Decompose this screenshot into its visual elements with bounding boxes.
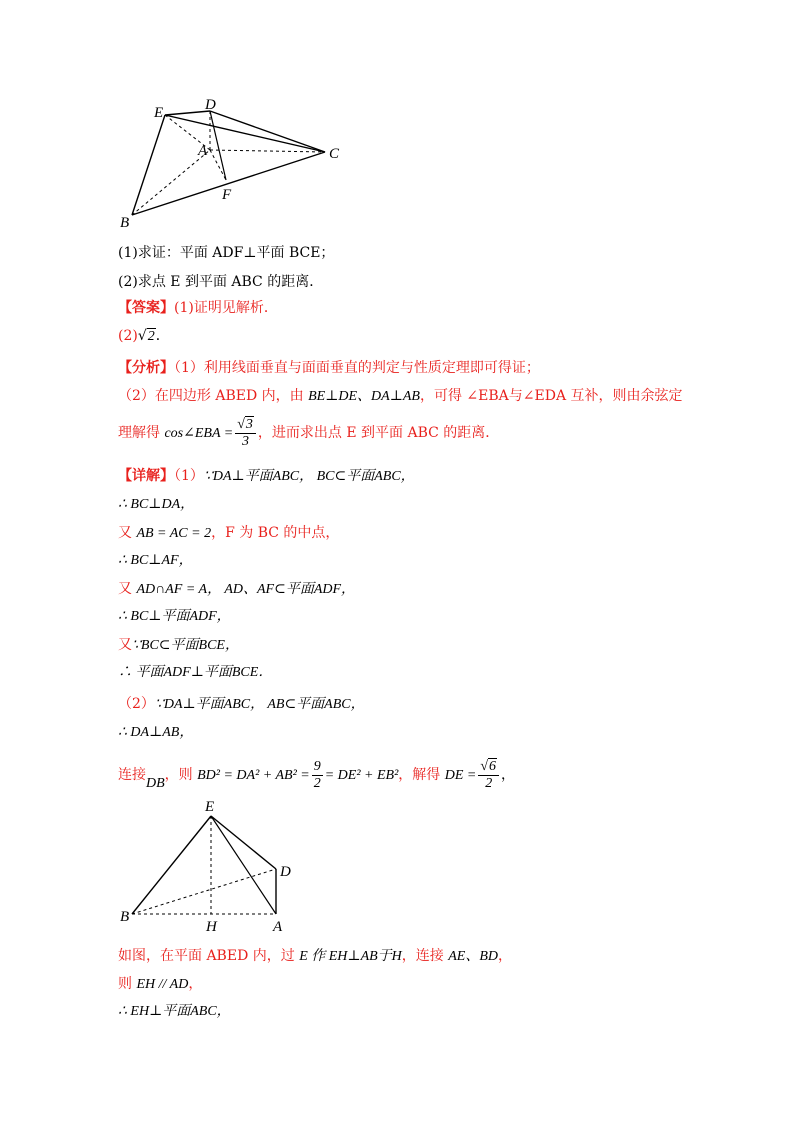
- answer-line-2: (2)√2．: [118, 326, 170, 347]
- analysis-line-3: [118, 410, 499, 457]
- analysis-3b: ，进而求出点 E 到平面 ABC 的距离．: [257, 425, 500, 441]
- detail-line-1: 【详解】（1）∵DA⊥平面ABC， BC⊂平面ABC，: [118, 468, 415, 484]
- detail-tag: 【详解】: [118, 468, 174, 484]
- answer-tag: 【答案】: [118, 300, 174, 316]
- fraction-sqrt3-over-3: $\frac{√3}{3}$: [235, 417, 256, 450]
- analysis-line-1: [118, 358, 540, 378]
- label-a: A: [198, 143, 208, 159]
- fraction-sqrt6-over-2: $\frac{√6}{2}$: [478, 759, 499, 792]
- label-e: E: [154, 105, 164, 121]
- answer-2-prefix: (2): [118, 328, 138, 344]
- detail-13-math: EH // AD: [136, 977, 189, 992]
- detail-line-11: 连接DB，则 BD² = DA² + AB² = $\frac{9}{2}$ = DE² + EB²，解得 DE = $\frac{√6}{2}$ ，: [118, 758, 516, 791]
- answer-line-1: [118, 298, 278, 318]
- detail-line-2: ∴ BC⊥DA，: [118, 497, 195, 512]
- label-d2: D: [280, 864, 291, 880]
- detail-line-14: ∴ EH⊥平面ABC，: [118, 1004, 231, 1019]
- detail-line-12: 如图，在平面 ABED 内，过 E 作 EH⊥AB于H，连接 AE、BD，: [118, 948, 513, 964]
- detail-line-13: 则 EH // AD，: [118, 976, 203, 992]
- label-a2: A: [273, 919, 283, 935]
- analysis-1: （1）利用线面垂直与面面垂直的判定与性质定理即可得证；: [174, 360, 540, 376]
- detail-line-6: ∴ BC⊥平面ADF，: [118, 609, 231, 624]
- analysis-3-math: cos∠EBA =: [164, 426, 234, 441]
- label-c: C: [329, 146, 340, 162]
- fraction-9-over-2: $\frac{9}{2}$: [313, 758, 321, 791]
- detail-12-math: E 作 EH⊥AB于H: [299, 949, 402, 964]
- label-e2: E: [205, 799, 215, 815]
- figure-quadrilateral-svg: [110, 796, 310, 936]
- analysis-2b: ，可得 ∠EBA与∠EDA 互补，则由余弦定: [419, 388, 683, 404]
- detail-line-10: ∴ DA⊥AB，: [118, 725, 194, 740]
- analysis-tag: 【分析】: [118, 360, 174, 376]
- sqrt-2: √2: [137, 328, 155, 344]
- detail-12-math2: AE、BD: [448, 949, 499, 964]
- label-h2: H: [206, 919, 217, 935]
- detail-11-math2: = DE² + EB²: [324, 768, 399, 783]
- detail-line-9: （2）∵DA⊥平面ABC， AB⊂平面ABC，: [118, 696, 365, 712]
- label-d: D: [205, 97, 216, 113]
- question-2: (2)求点 E 到平面 ABC 的距离．: [118, 274, 324, 290]
- detail-1-math: ∵DA⊥平面ABC， BC⊂平面ABC，: [203, 469, 415, 484]
- analysis-2a: （2）在四边形 ABED 内，由: [118, 388, 309, 404]
- detail-line-8: ∴ 平面ADF⊥平面BCE．: [118, 665, 273, 680]
- figure-pyramid: [110, 95, 350, 230]
- analysis-3a: 理解得: [118, 425, 165, 441]
- figure-quadrilateral: [110, 796, 310, 936]
- analysis-line-2: [118, 386, 683, 407]
- detail-9-math: ∵DA⊥平面ABC， AB⊂平面ABC，: [154, 697, 365, 712]
- answer-1: (1)证明见解析．: [174, 300, 278, 316]
- detail-7-math: ∵BC⊂平面BCE，: [132, 638, 239, 653]
- label-f: F: [222, 187, 232, 203]
- detail-11-math1: BD² = DA² + AB² =: [197, 768, 310, 783]
- detail-3-math: AB = AC = 2: [136, 526, 212, 541]
- detail-line-5: 又 AD∩AF = A， AD、AF⊂平面ADF，: [118, 581, 356, 597]
- detail-line-4: ∴ BC⊥AF，: [118, 553, 193, 568]
- detail-11-sub: DB: [146, 776, 165, 791]
- detail-line-3: 又 AB = AC = 2，F 为 BC 的中点，: [118, 525, 340, 541]
- label-b: B: [120, 215, 130, 230]
- figure-pyramid-svg: [110, 95, 350, 230]
- detail-5-math: AD∩AF = A， AD、AF⊂平面ADF，: [136, 582, 356, 597]
- analysis-2-math: BE⊥DE、DA⊥AB: [308, 389, 420, 404]
- label-b2: B: [120, 909, 130, 925]
- detail-line-7: 又∵BC⊂平面BCE，: [118, 637, 239, 653]
- detail-11-math3: DE =: [444, 768, 477, 783]
- question-1: (1)求证：平面 ADF⊥平面 BCE；: [118, 245, 335, 261]
